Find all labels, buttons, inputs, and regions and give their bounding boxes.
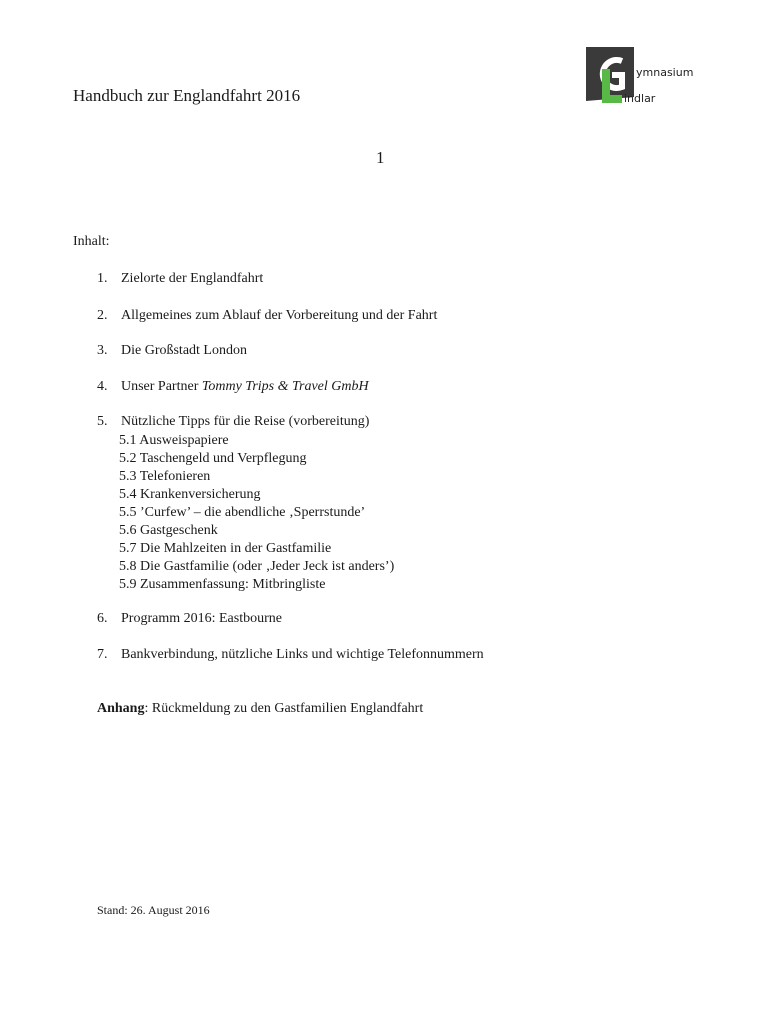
toc-item-number: 7. — [97, 647, 108, 662]
toc-subitem: 5.8 Die Gastfamilie (oder ‚Jeder Jeck ist anders’) — [119, 559, 395, 574]
toc-subitem: 5.3 Telefonieren — [119, 469, 211, 484]
appendix-line — [97, 701, 423, 717]
toc-subitem: 5.6 Gastgeschenk — [119, 523, 218, 538]
logo-text-top: ymnasium — [636, 66, 694, 79]
toc-item-number: 3. — [97, 343, 108, 358]
toc-item-text: Nützliche Tipps für die Reise (vorbereitung) — [121, 414, 370, 429]
document-title: Handbuch zur Englandfahrt 2016 — [73, 86, 301, 105]
toc-item — [97, 647, 484, 663]
toc-item — [97, 379, 369, 395]
toc-subitem: 5.1 Ausweispapiere — [119, 433, 229, 448]
page-number: 1 — [376, 148, 385, 167]
toc-item — [97, 308, 437, 324]
toc-subitem: 5.4 Krankenversicherung — [119, 487, 261, 502]
toc-item — [97, 343, 247, 359]
toc-item-text: Zielorte der Englandfahrt — [121, 271, 264, 286]
toc-item-number: 2. — [97, 308, 108, 323]
logo-text-bottom: indlar — [624, 92, 656, 105]
toc-item-number: 6. — [97, 611, 108, 626]
toc-item-number: 4. — [97, 379, 108, 394]
toc-item — [97, 414, 369, 430]
appendix-label: Anhang — [97, 701, 145, 716]
toc-item — [97, 271, 263, 287]
toc-item-text: Die Großstadt London — [121, 343, 247, 358]
toc-subitem: 5.2 Taschengeld und Verpflegung — [119, 451, 307, 466]
toc-heading: Inhalt: — [73, 234, 110, 249]
toc-subitem: 5.7 Die Mahlzeiten in der Gastfamilie — [119, 541, 332, 556]
gymnasium-logo-icon — [582, 47, 702, 107]
toc-item-number: 1. — [97, 271, 108, 286]
partner-name: Tommy Trips & Travel GmbH — [201, 379, 369, 394]
toc-sublist — [119, 432, 394, 594]
toc-item-text: Allgemeines zum Ablauf der Vorbereitung und der Fahrt — [121, 308, 438, 323]
document-date: Stand: 26. August 2016 — [97, 903, 210, 917]
appendix-text: : Rückmeldung zu den Gastfamilien Englandfahrt — [144, 701, 424, 716]
school-logo — [582, 47, 702, 107]
toc-item — [97, 611, 282, 627]
toc-item-number: 5. — [97, 414, 108, 429]
toc-item-text: Programm 2016: Eastbourne — [121, 611, 282, 626]
toc-item-text: Unser Partner — [121, 379, 202, 394]
toc-subitem: 5.5 ’Curfew’ – die abendliche ‚Sperrstunde’ — [119, 505, 366, 520]
toc-item-text: Bankverbindung, nützliche Links und wichtige Telefonnummern — [121, 647, 484, 662]
toc-subitem: 5.9 Zusammenfassung: Mitbringliste — [119, 577, 326, 592]
